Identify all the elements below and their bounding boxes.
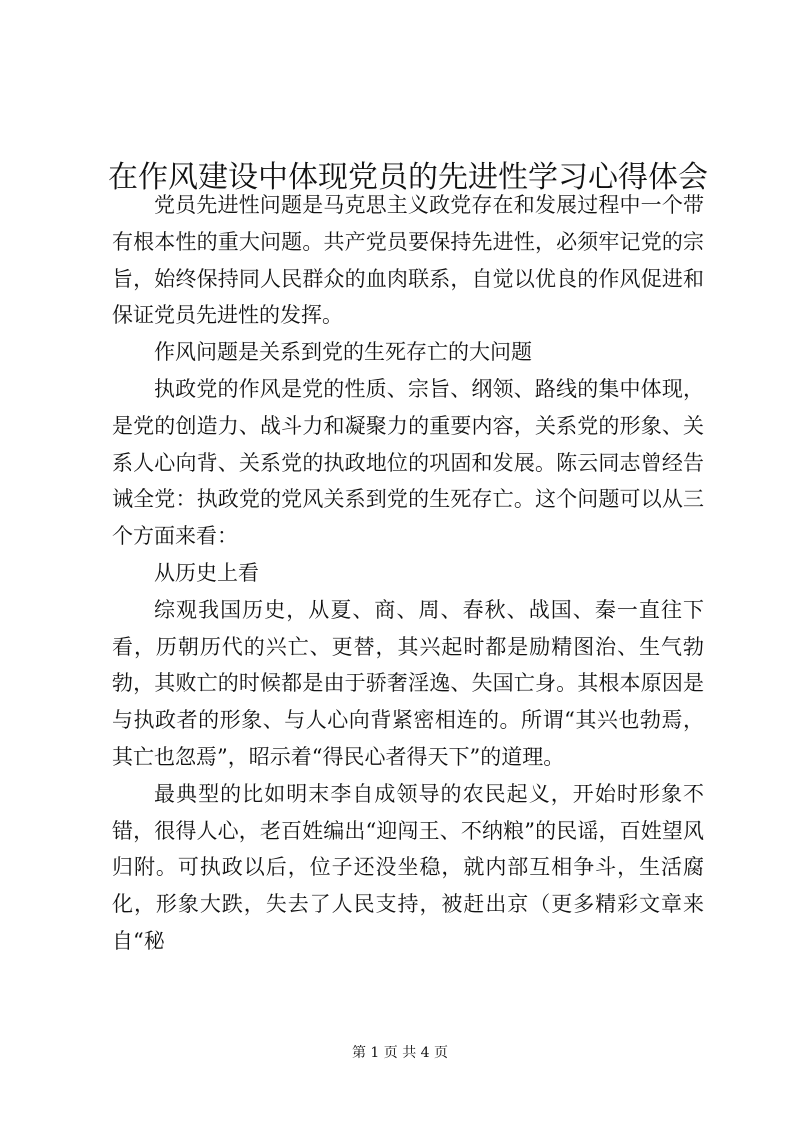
paragraph: 最典型的比如明末李自成领导的农民起义，开始时形象不错，很得人心，老百姓编出“迎闯王、不纳粮”的民谣，百姓望风归附。可执政以后，位子还没坐稳，就内部互相争斗，生活腐化，形象大跌，失去了人民支持，被赶出京（更多精彩文章来自“秘 (112, 781, 704, 953)
paragraph: 综观我国历史，从夏、商、周、春秋、战国、秦一直往下看，历朝历代的兴亡、更替，其兴起时都是励精图治、生气勃勃，其败亡的时候都是由于骄奢淫逸、失国亡身。其根本原因是与执政者的形象、与人心向背紧密相连的。所谓“其兴也勃焉，其亡也忽焉”，昭示着“得民心者得天下”的道理。 (112, 597, 704, 769)
page-footer: 第 1 页 共 4 页 (351, 1045, 449, 1061)
section-heading: 作风问题是关系到党的生死存亡的大问题 (154, 340, 532, 365)
paragraph: 党员先进性问题是马克思主义政党存在和发展过程中一个带有根本性的重大问题。共产党员要保持先进性，必须牢记党的宗旨，始终保持同人民群众的血肉联系，自觉以优良的作风促进和保证党员先进性的发挥。 (112, 193, 704, 328)
paragraph: 执政党的作风是党的性质、宗旨、纲领、路线的集中体现，是党的创造力、战斗力和凝聚力的重要内容，关系党的形象、关系人心向背、关系党的执政地位的巩固和发展。陈云同志曾经告诫全党：执政党的党风关系到党的生死存亡。这个问题可以从三个方面来看： (112, 376, 704, 549)
subsection-heading: 从历史上看 (154, 560, 259, 585)
document-title: 在作风建设中体现党员的先进性学习心得体会 (108, 160, 708, 196)
document-body (112, 187, 704, 960)
